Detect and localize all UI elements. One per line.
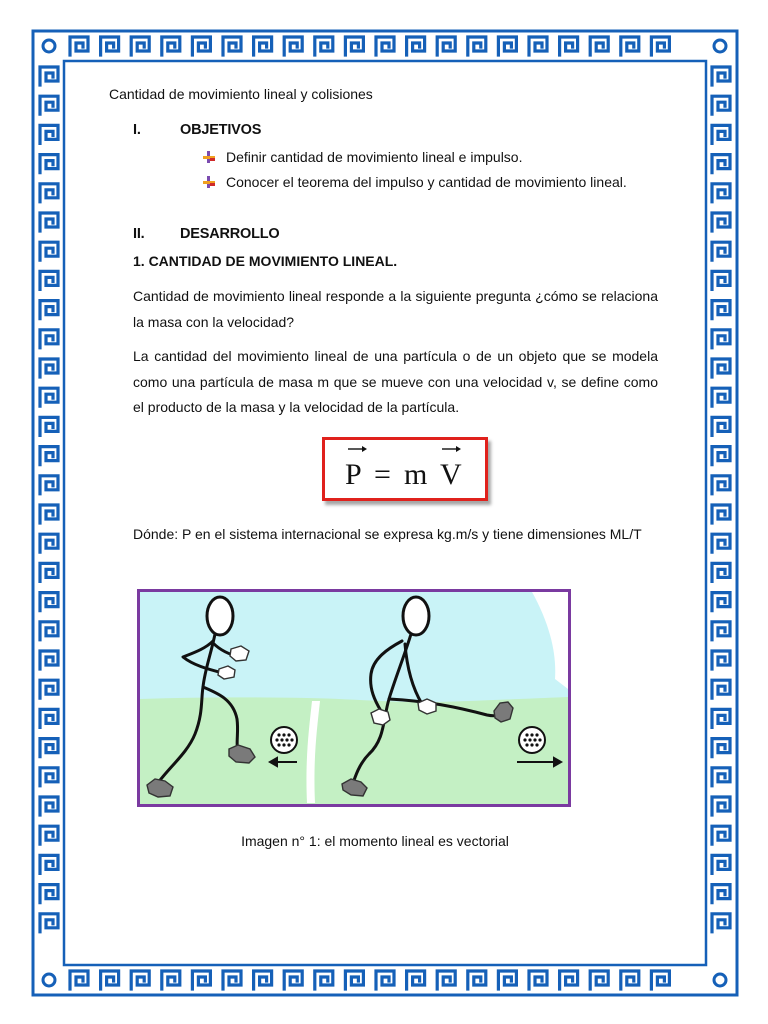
arrow-bullet-icon (202, 150, 216, 164)
section-number: II. (133, 226, 145, 242)
formula-v: V (440, 458, 462, 491)
ball-icon (519, 727, 545, 753)
list-item (202, 170, 658, 220)
figure-caption-text: Imagen n° 1: el momento lineal es vectorial (241, 833, 509, 849)
formula-equals: = (374, 458, 391, 491)
section-number: I. (133, 122, 141, 138)
figure-illustration (137, 589, 571, 807)
formula-box (322, 437, 488, 501)
bullet-text: Definir cantidad de movimiento lineal e impulso. (226, 149, 523, 165)
document-title: Cantidad de movimiento lineal y colisiones (109, 86, 373, 102)
formula-m: m (404, 458, 428, 491)
ball-icon (271, 727, 297, 753)
section-title: DESARROLLO (180, 226, 280, 242)
paragraph: La cantidad del movimiento lineal de una partícula o de un objeto que se modela como una partícula de masa m que se mueve con una velocidad v, se define como el producto de la masa y la velocidad de la partícula. (133, 348, 658, 415)
section-title: OBJETIVOS (180, 122, 262, 138)
paragraph: Cantidad de movimiento lineal responde a la siguiente pregunta ¿cómo se relaciona la masa con la velocidad? (133, 288, 658, 330)
list-item (202, 145, 658, 170)
formula-p: P (345, 458, 362, 491)
subsection-heading: 1. CANTIDAD DE MOVIMIENTO LINEAL. (133, 253, 398, 269)
paragraph: Dónde: P en el sistema internacional se expresa kg.m/s y tiene dimensiones ML/T (133, 526, 642, 542)
arrow-bullet-icon (202, 175, 216, 189)
figure-caption (0, 833, 768, 849)
momentum-formula (325, 440, 485, 498)
vector-arrow-icon (348, 446, 461, 452)
bullet-text: Conocer el teorema del impulso y cantidad de movimiento lineal. (226, 174, 627, 190)
